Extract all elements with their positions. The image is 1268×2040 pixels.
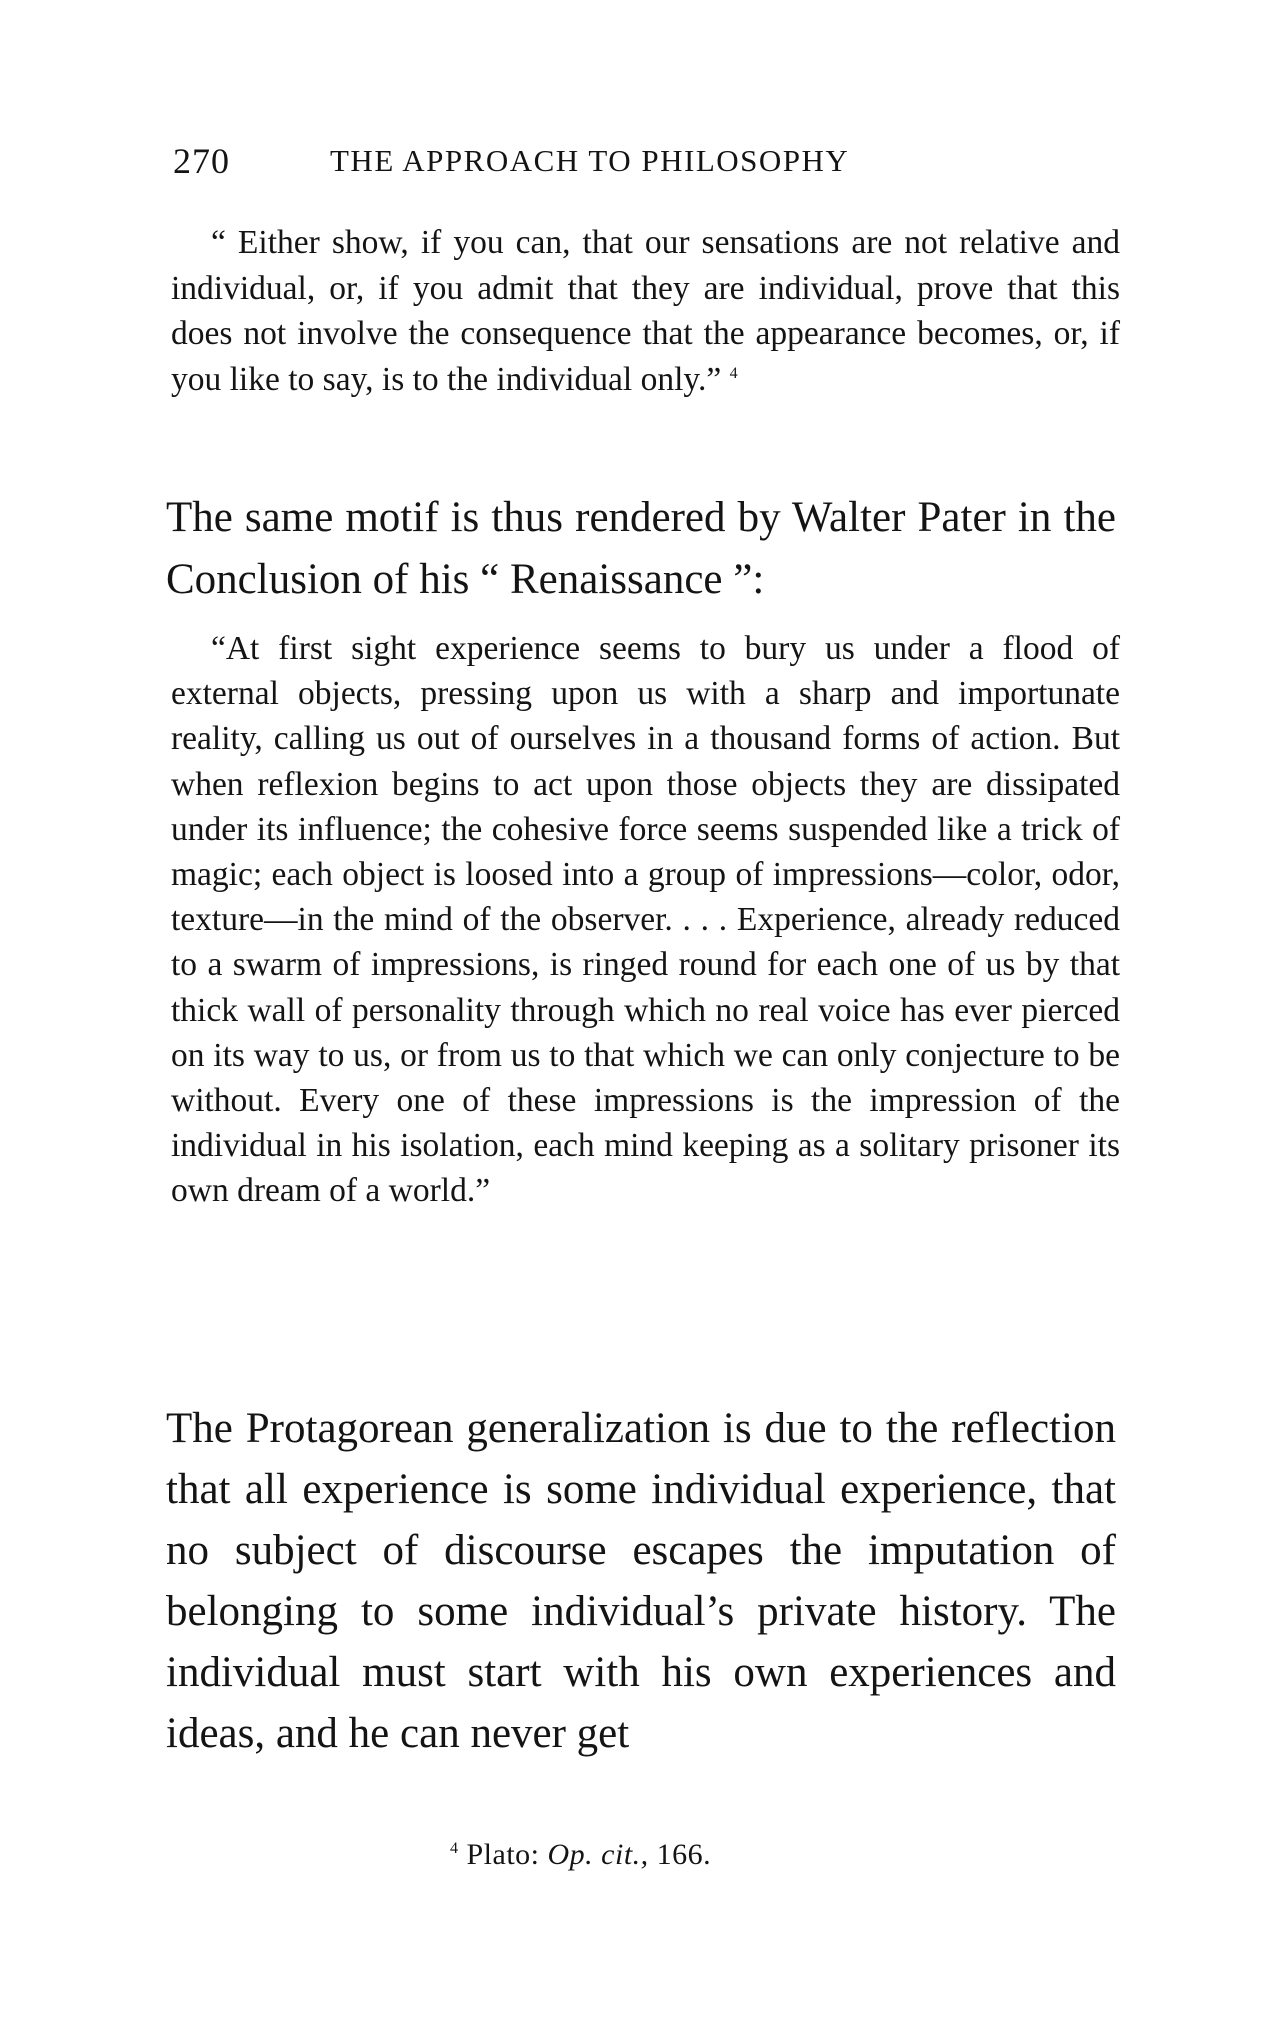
- footnote-author: Plato:: [466, 1838, 540, 1871]
- running-head-title: THE APPROACH TO PHILOSOPHY: [330, 143, 850, 178]
- body-paragraph: The same motif is thus rendered by Walter Pater in the Conclusion of his “ Renaissance ”:: [166, 494, 1116, 603]
- footnote-page: 166.: [656, 1838, 712, 1871]
- page-number: 270: [173, 141, 230, 181]
- body-paragraph: The Protagorean generalization is due to the reflection that all experience is some individual experience, that no subject of discourse escapes the imputation of belonging to some individual’s private history. The individual must start with his own experiences and ideas, and he can never get: [166, 1405, 1116, 1757]
- block-quote-plato-text: “ Either show, if you can, that our sensations are not relative and individual, or, if you admit that they are individual, prove that this does not involve the consequence that the appearance becomes, or, if you like to say, is to the individual only.”: [171, 224, 1120, 398]
- footnote-citation: Op. cit.,: [547, 1838, 649, 1871]
- footnote-reference: 4: [729, 364, 738, 382]
- footnote: [450, 1838, 711, 1872]
- block-quote-pater: “At first sight experience seems to bury us under a flood of external objects, pressing upon us with a sharp and importunate reality, calling us out of ourselves in a thousand forms of action. But when reflexion begins to act upon those objects they are dissipated under its influence; the cohesive force seems suspended like a trick of magic; each object is loosed into a group of impressions—color, odor, texture—in the mind of the observer. . . . Experience, already reduced to a swarm of impressions, is ringed round for each one of us by that thick wall of personality through which no real voice has ever pierced on its way to us, or from us to that which we can only conjecture to be without. Every one of these impressions is the impression of the individual in his isolation, each mind keeping as a solitary prisoner its own dream of a world.”: [171, 630, 1120, 1210]
- block-quote-plato: [171, 220, 1120, 402]
- footnote-marker: 4: [450, 1840, 459, 1857]
- running-head: [173, 140, 1123, 180]
